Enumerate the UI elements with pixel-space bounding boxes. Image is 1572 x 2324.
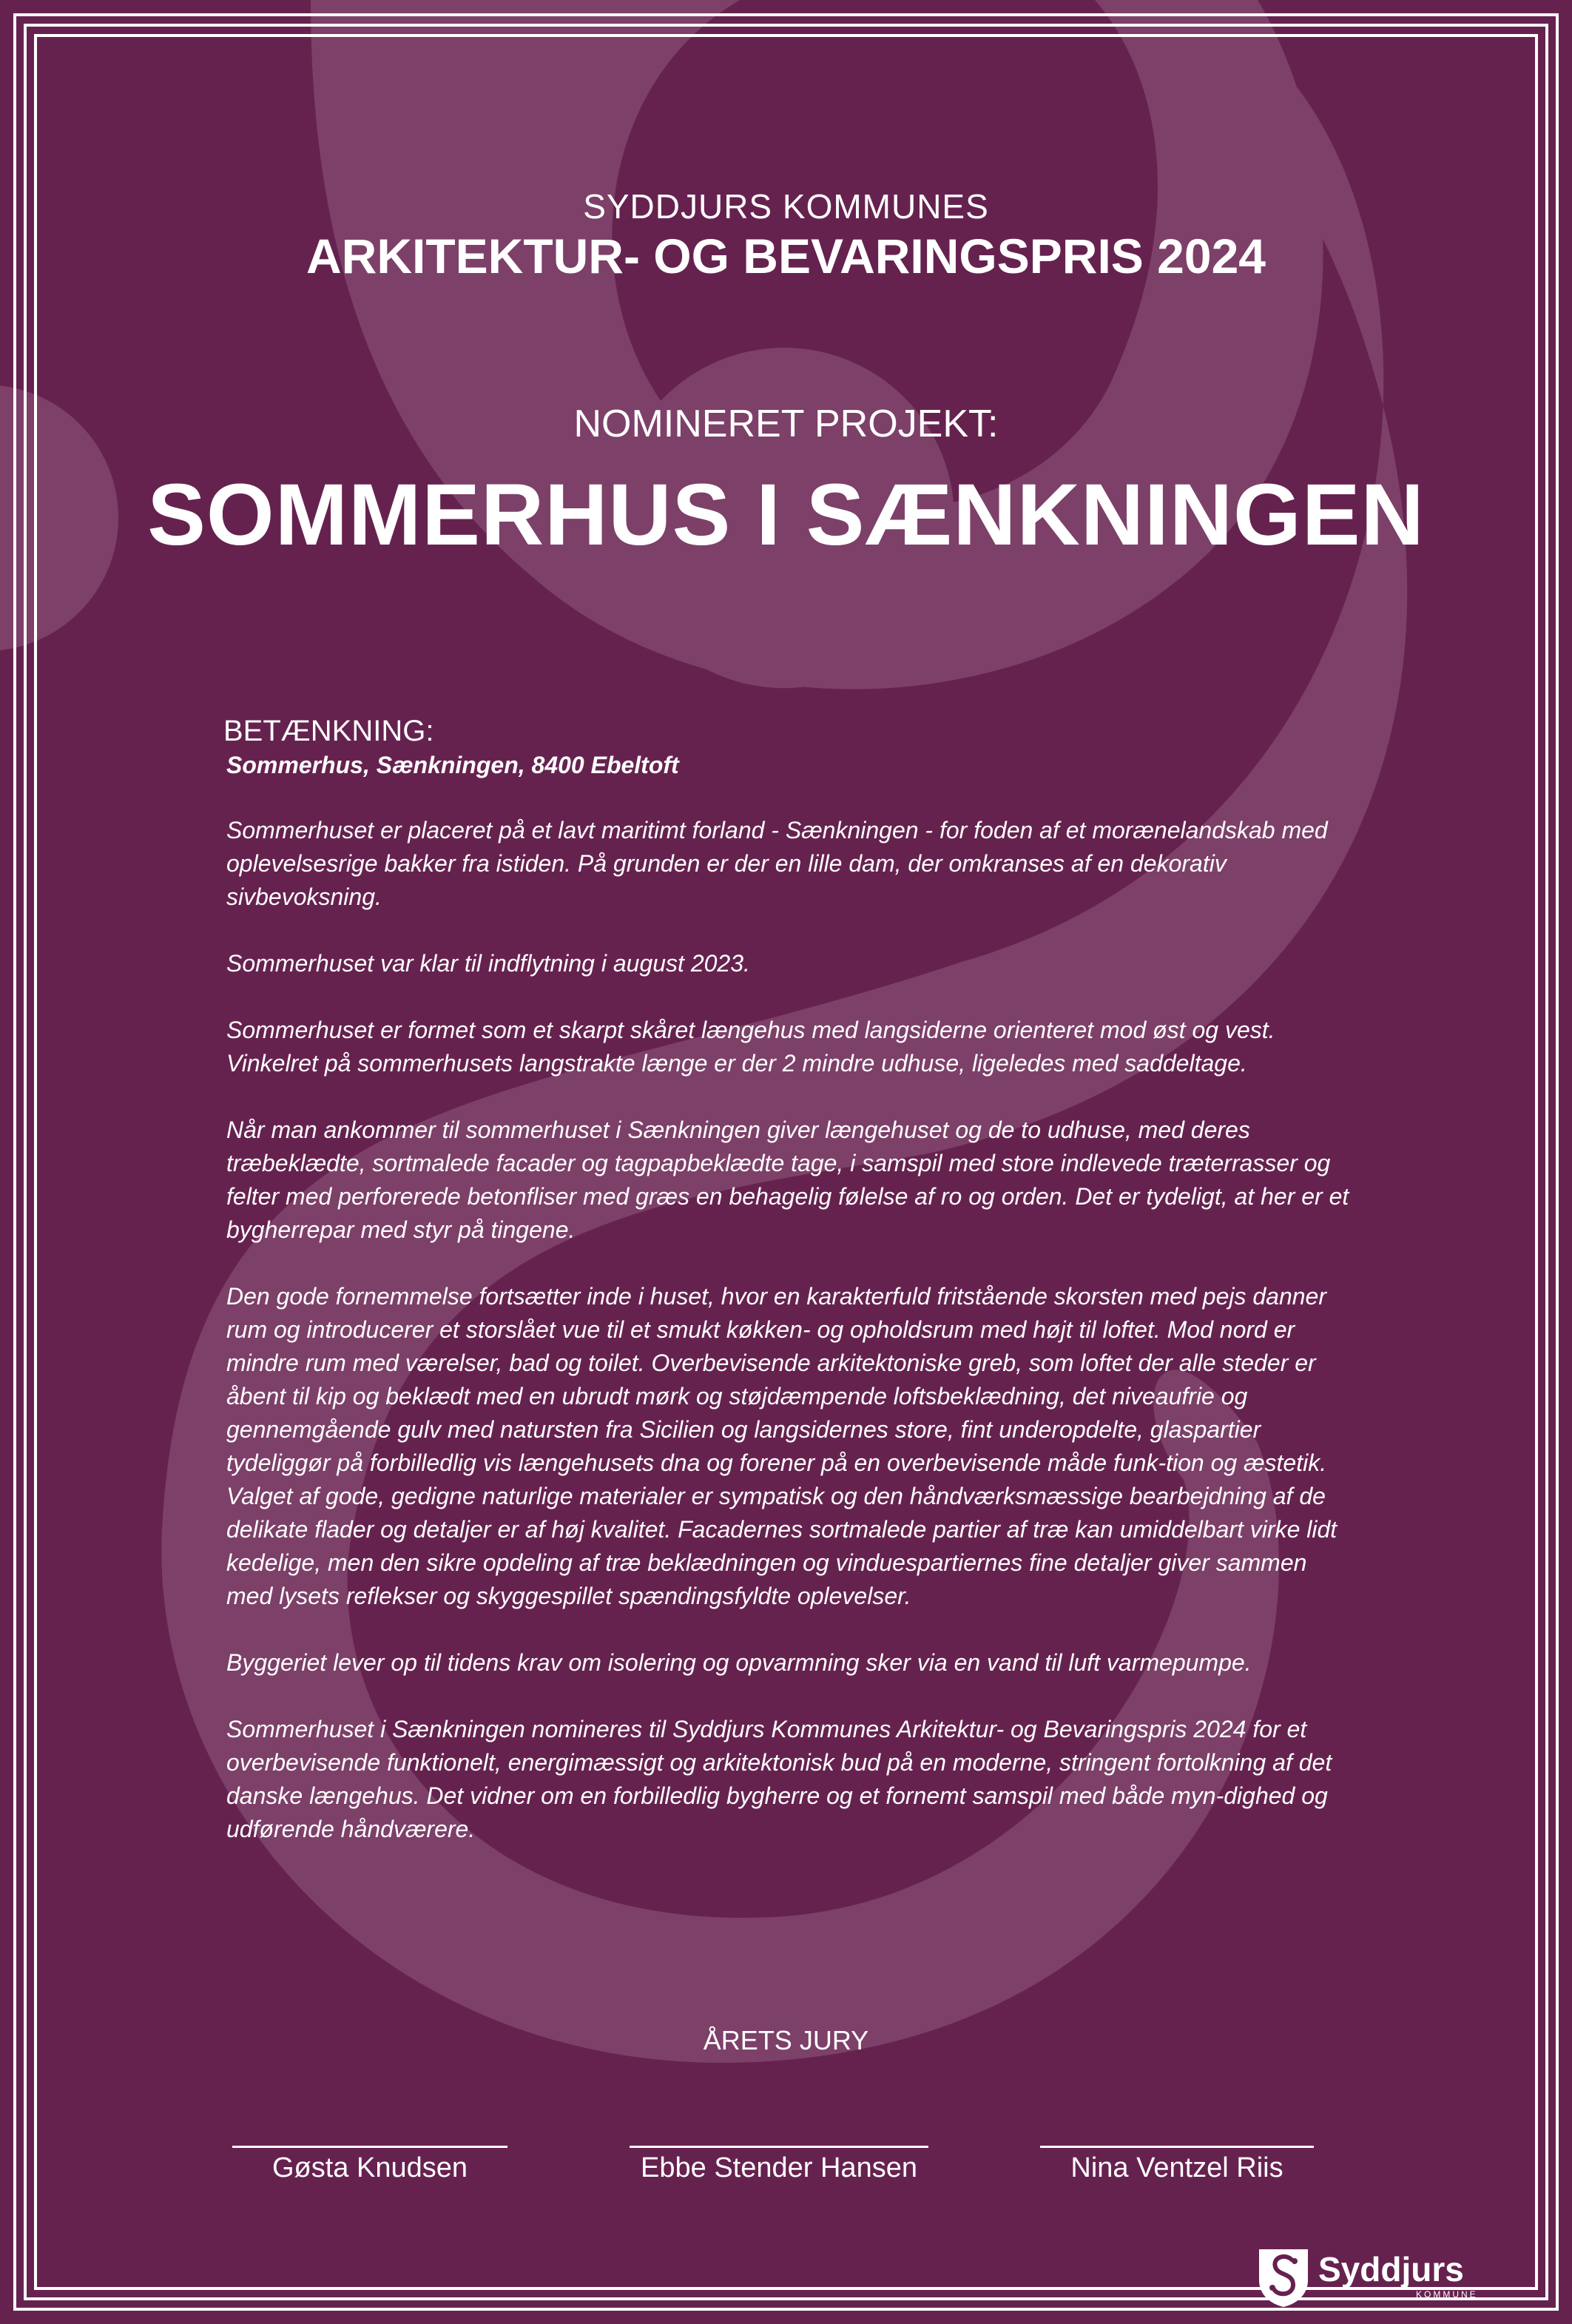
jury-title: ÅRETS JURY: [703, 2025, 869, 2055]
assessment-paragraph: Når man ankommer til sommerhuset i Sænkningen giver længehuset og de to udhuse, med deres træbeklædte, sortmalede facader og tagpapbeklædte tage, i samspil med store indlevede træterrasser og felter med perforerede betonfliser med græs en behagelig følelse af ro og orden. Det er tydeligt, at her er et bygherrepar med styr på tingene.: [226, 1116, 1349, 1243]
kicker-title: SYDDJURS KOMMUNES: [583, 187, 989, 226]
signature-line: [1040, 2146, 1314, 2148]
jury-signature: [232, 2146, 507, 2184]
assessment-paragraph: Byggeriet lever op til tidens krav om isolering og opvarmning sker via en vand til luft varmepumpe.: [226, 1649, 1252, 1676]
assessment-paragraph: Sommerhuset er placeret på et lavt maritimt forland - Sænkningen - for foden af et morænelandskab med oplevelsesrige bakker fra istiden. På grunden er der en lille dam, der omkranses af en dekorativ sivbevoksning.: [226, 817, 1328, 910]
logo-wordmark: Syddjurs: [1318, 2250, 1464, 2288]
jury-member-name: Gøsta Knudsen: [271, 2152, 468, 2183]
syddjurs-logo: [1256, 2246, 1522, 2308]
signature-line: [232, 2146, 507, 2148]
jury-member-name: Nina Ventzel Riis: [1070, 2152, 1283, 2183]
project-name: SOMMERHUS I SÆNKNINGEN: [147, 466, 1425, 564]
assessment-paragraph: Den gode fornemmelse fortsætter inde i huset, hvor en karakterfuld fritstående skorsten med pejs danner rum og introducerer et storslået vue til et smukt køkken- og opholdsrum med højt til loftet. Mod nord er mindre rum med værelser, bad og toilet. Overbevisende arkitektoniske greb, som loftet der alle steder er åbent til kip og beklædt med en ubrudt mørk og støjdæmpende loftsbeklædning, det niveaufrie og gennemgående gulv med natursten fra Sicilien og langsidernes store, fint underopdelte, glaspartier tydeliggør på forbilledlig vis længehusets dna og forener på en overbevisende måde funk-tion og æstetik. Valget af gode, gedigne naturlige materialer er sympatisk og den håndværksmæssige bearbejdning af de delikate flader og detaljer er af høj kvalitet. Facadernes sortmalede partier af træ kan umiddelbart virke lidt kedelige, men den sikre opdeling af træ beklædningen og vinduespartiernes fine detaljer giver sammen med lysets reflekser og skyggespillet spændingsfyldte oplevelser.: [226, 1283, 1337, 1609]
jury-signature: [1040, 2146, 1314, 2184]
assessment-paragraph: Sommerhuset i Sænkningen nomineres til Syddjurs Kommunes Arkitektur- og Bevaringspris 2024 for et overbevisende funktionelt, energimæssigt og arkitektonisk bud på en moderne, stringent fortolkning af det danske længehus. Det vidner om en forbilledlig bygherre og et fornemt samspil med både myn-dighed og udførende håndværere.: [226, 1716, 1332, 1842]
jury-signature: [630, 2146, 928, 2184]
award-title: ARKITEKTUR- OG BEVARINGSPRIS 2024: [306, 229, 1266, 283]
jury-member-name: Ebbe Stender Hansen: [641, 2152, 917, 2183]
nominated-label: NOMINERET PROJEKT:: [573, 403, 999, 445]
signature-line: [630, 2146, 928, 2148]
assessment-label: BETÆNKNING:: [223, 715, 434, 747]
syddjurs-crest-icon: [1256, 2246, 1311, 2308]
assessment-paragraph: Sommerhuset er formet som et skarpt skåret længehus med langsiderne orienteret mod øst og vest. Vinkelret på sommerhusets langstrakte længe er der 2 mindre udhuse, ligeledes med saddeltage.: [226, 1017, 1275, 1077]
logo-subtitle: KOMMUNE: [1416, 2289, 1478, 2300]
project-address: Sommerhus, Sænkningen, 8400 Ebeltoft: [226, 752, 679, 778]
assessment-section: [223, 713, 1358, 1879]
assessment-paragraph: Sommerhuset var klar til indflytning i august 2023.: [226, 950, 750, 977]
